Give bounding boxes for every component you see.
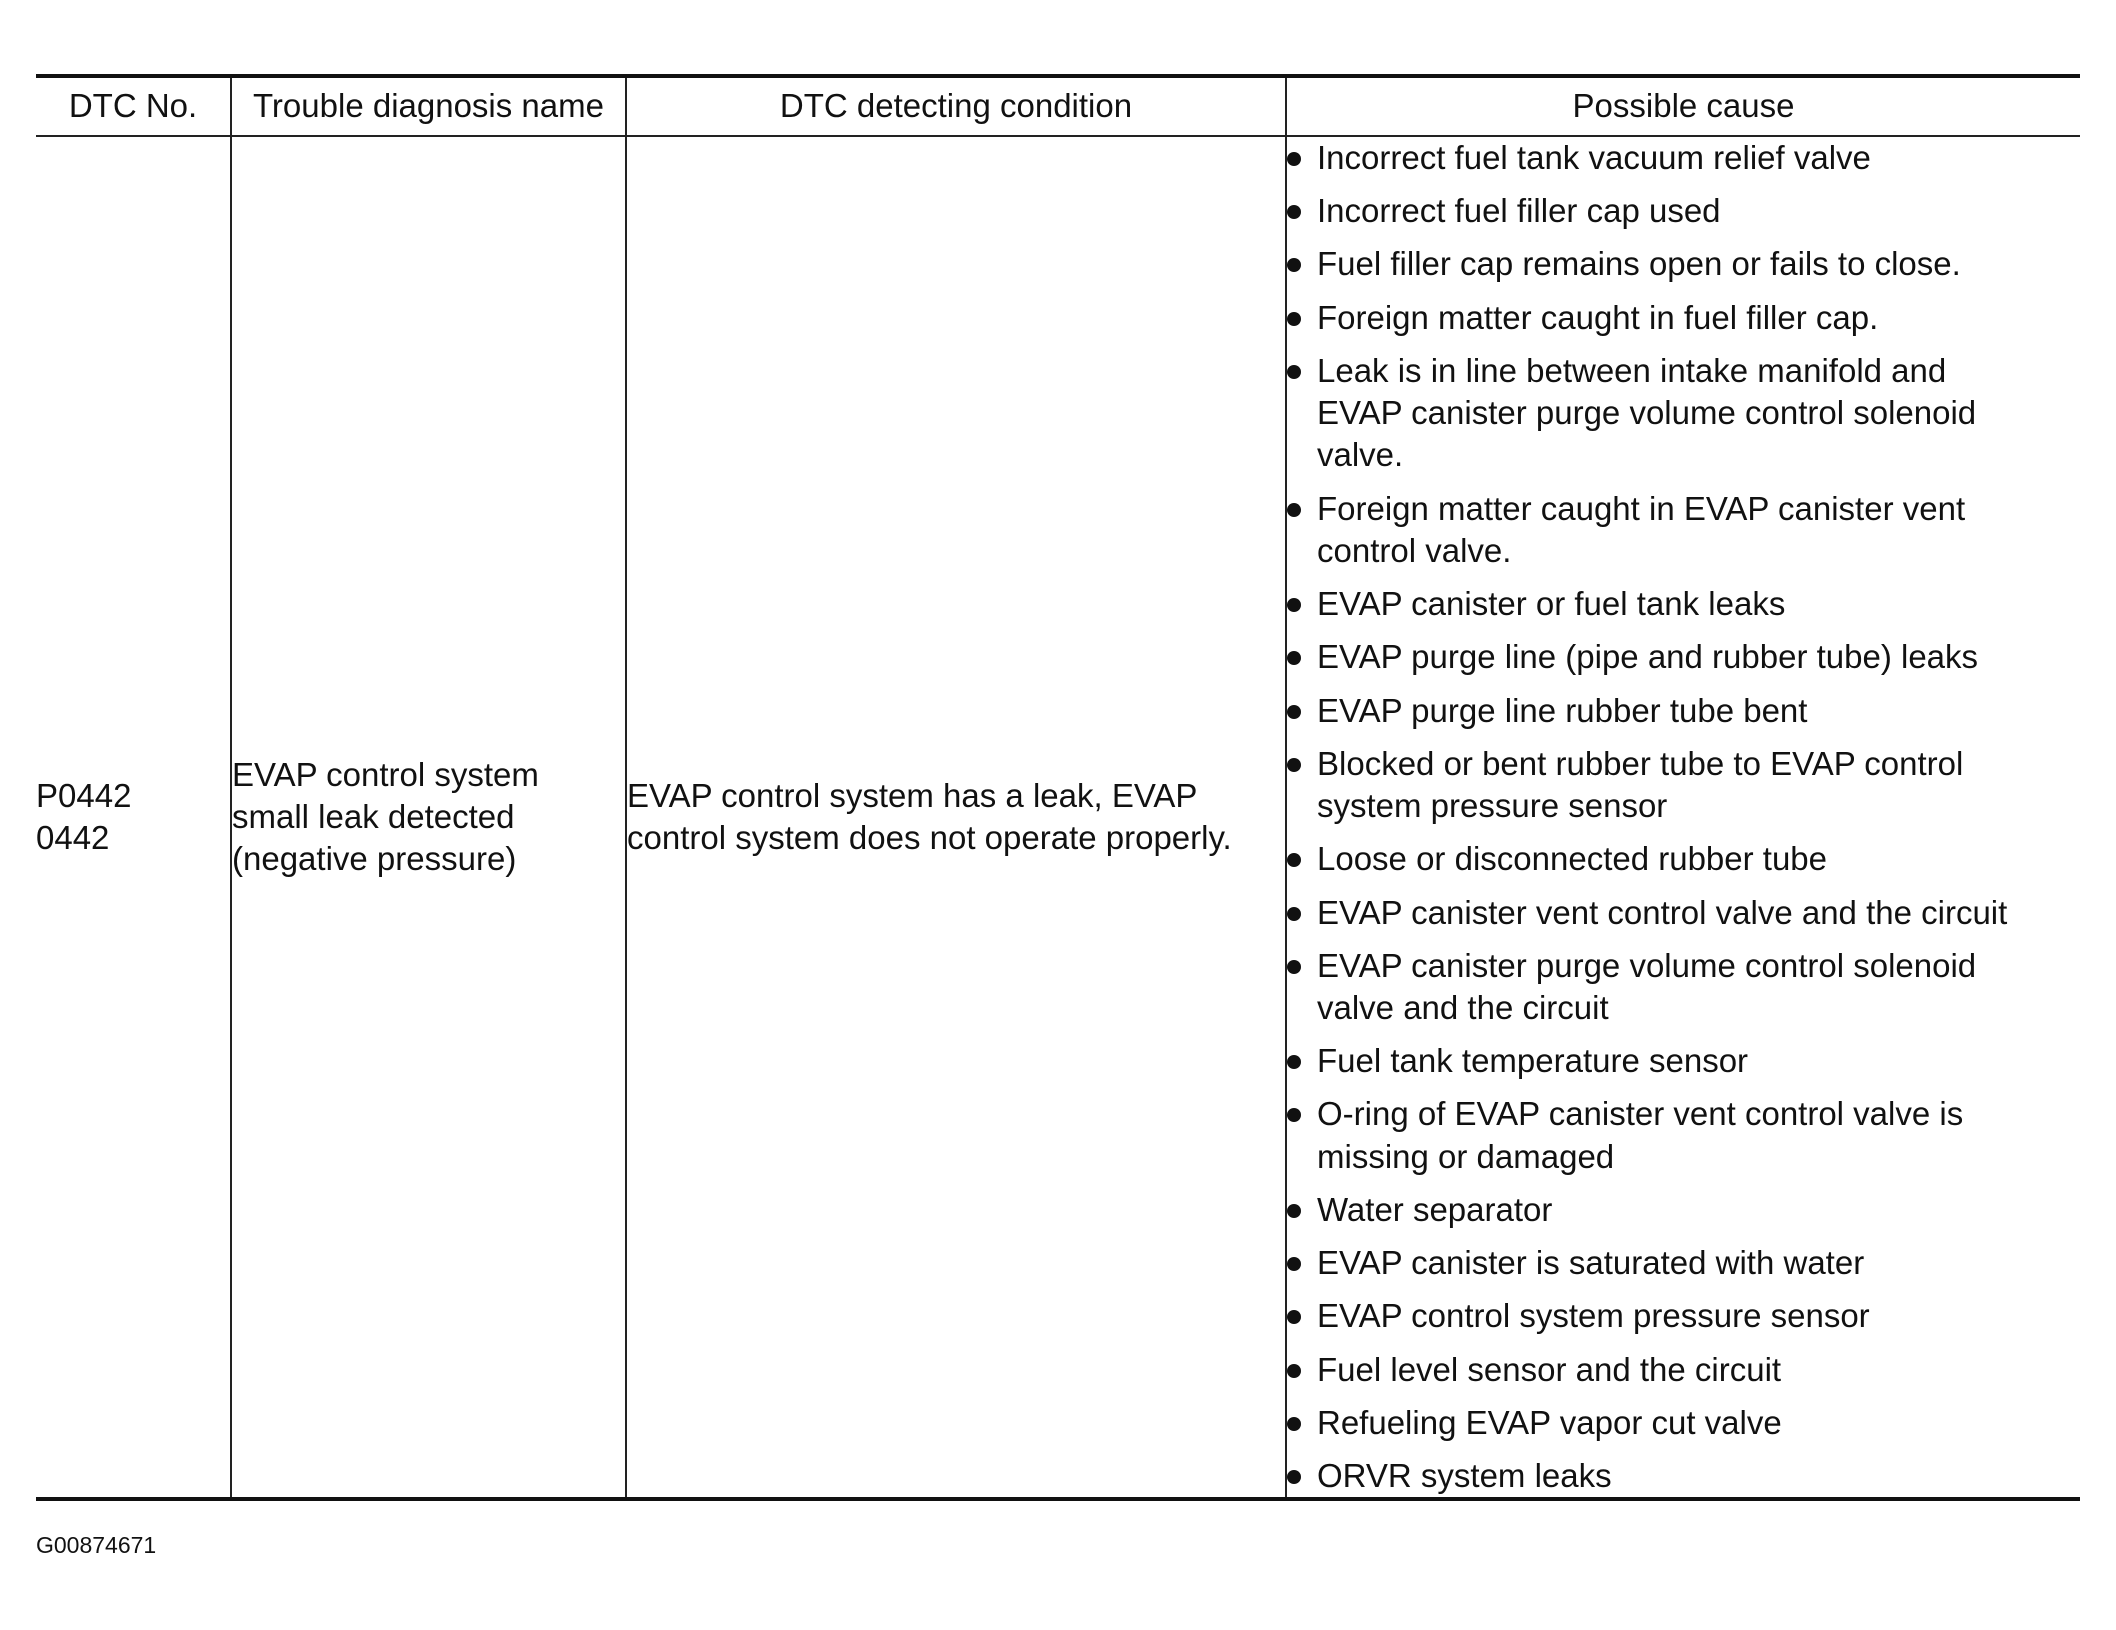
table-row (36, 136, 2080, 1499)
bullet-icon (1287, 365, 1301, 379)
bullet-icon (1287, 598, 1301, 612)
dtc-document (36, 74, 2080, 1501)
cause-line: Foreign matter caught in EVAP canister vent (1317, 489, 1966, 527)
bullet-icon (1287, 705, 1301, 719)
detecting-condition-line: control system does not operate properly. (627, 819, 1232, 857)
diagnosis-name-cell (231, 136, 626, 1499)
cause-line: Fuel level sensor and the circuit (1317, 1350, 1782, 1388)
bullet-icon (1287, 907, 1301, 921)
cause-line: Refueling EVAP vapor cut valve (1317, 1403, 1782, 1441)
list-item (1287, 1189, 2080, 1231)
list-item (1287, 350, 2080, 477)
cause-line: Fuel tank temperature sensor (1317, 1042, 1749, 1080)
cause-text (1317, 1295, 2080, 1337)
cause-text (1317, 945, 2080, 1029)
cause-line: system pressure sensor (1317, 787, 1668, 825)
possible-cause-cell (1286, 136, 2080, 1499)
cause-line: valve. (1317, 436, 1404, 474)
diagnosis-name-line: (negative pressure) (232, 840, 517, 878)
list-item (1287, 838, 2080, 880)
bullet-icon (1287, 503, 1301, 517)
dtc-table (36, 74, 2080, 1501)
bullet-icon (1287, 651, 1301, 665)
cause-text (1317, 350, 2080, 477)
bullet-icon (1287, 152, 1301, 166)
bullet-icon (1287, 1364, 1301, 1378)
list-item (1287, 1093, 2080, 1177)
possible-cause-list (1287, 137, 2080, 1497)
bullet-icon (1287, 1204, 1301, 1218)
cause-line: EVAP canister or fuel tank leaks (1317, 585, 1786, 623)
bullet-icon (1287, 960, 1301, 974)
bullet-icon (1287, 1310, 1301, 1324)
cause-line: Incorrect fuel tank vacuum relief valve (1317, 139, 1871, 176)
bullet-icon (1287, 205, 1301, 219)
cause-line: control valve. (1317, 531, 1512, 569)
bullet-icon (1287, 258, 1301, 272)
cause-line: EVAP canister vent control valve and the circuit (1317, 893, 2008, 931)
cause-text (1317, 1242, 2080, 1284)
cause-line: O-ring of EVAP canister vent control valve is (1317, 1095, 1964, 1133)
list-item (1287, 137, 2080, 179)
cause-line: EVAP canister purge volume control solenoid (1317, 394, 1977, 432)
cause-line: ORVR system leaks (1317, 1457, 1612, 1495)
list-item (1287, 636, 2080, 678)
cause-text (1317, 743, 2080, 827)
cause-text (1317, 892, 2080, 934)
cause-text (1317, 243, 2080, 285)
figure-id: G00874671 (36, 1532, 157, 1558)
dtc-code-short: 0442 (36, 819, 110, 857)
cause-text (1317, 1189, 2080, 1231)
header-dtc-no: DTC No. (36, 76, 231, 136)
bullet-icon (1287, 853, 1301, 867)
cause-line: missing or damaged (1317, 1137, 1615, 1175)
bullet-icon (1287, 1055, 1301, 1069)
list-item (1287, 1402, 2080, 1444)
cause-text (1317, 137, 2080, 179)
list-item (1287, 1349, 2080, 1391)
list-item (1287, 1295, 2080, 1337)
list-item (1287, 1040, 2080, 1082)
list-item (1287, 488, 2080, 572)
cause-line: Fuel filler cap remains open or fails to close. (1317, 245, 1961, 283)
list-item (1287, 1242, 2080, 1284)
cause-text (1317, 1093, 2080, 1177)
list-item (1287, 1455, 2080, 1497)
bullet-icon (1287, 1470, 1301, 1484)
cause-text (1317, 1040, 2080, 1082)
cause-text (1317, 488, 2080, 572)
cause-line: Foreign matter caught in fuel filler cap. (1317, 298, 1879, 336)
cause-line: valve and the circuit (1317, 988, 1609, 1026)
diagnosis-name-line: EVAP control system (232, 755, 539, 793)
header-possible-cause: Possible cause (1286, 76, 2080, 136)
cause-text (1317, 190, 2080, 232)
detecting-condition-line: EVAP control system has a leak, EVAP (627, 776, 1198, 814)
cause-line: Loose or disconnected rubber tube (1317, 840, 1828, 878)
header-dtc-detecting-condition: DTC detecting condition (626, 76, 1286, 136)
cause-text (1317, 583, 2080, 625)
bullet-icon (1287, 312, 1301, 326)
list-item (1287, 297, 2080, 339)
header-trouble-diagnosis-name: Trouble diagnosis name (231, 76, 626, 136)
list-item (1287, 743, 2080, 827)
list-item (1287, 945, 2080, 1029)
list-item (1287, 892, 2080, 934)
list-item (1287, 583, 2080, 625)
bullet-icon (1287, 1417, 1301, 1431)
cause-line: Incorrect fuel filler cap used (1317, 192, 1721, 230)
cause-line: Water separator (1317, 1190, 1553, 1228)
dtc-no-cell (36, 136, 231, 1499)
bullet-icon (1287, 1108, 1301, 1122)
dtc-code: P0442 (36, 776, 132, 814)
cause-line: Leak is in line between intake manifold and (1317, 351, 1947, 389)
cause-line: EVAP purge line (pipe and rubber tube) leaks (1317, 638, 1979, 676)
list-item (1287, 190, 2080, 232)
cause-text (1317, 1402, 2080, 1444)
cause-line: EVAP canister purge volume control solenoid (1317, 946, 1977, 984)
cause-text (1317, 690, 2080, 732)
cause-text (1317, 838, 2080, 880)
diagnosis-name-line: small leak detected (232, 798, 515, 836)
list-item (1287, 243, 2080, 285)
list-item (1287, 690, 2080, 732)
bullet-icon (1287, 758, 1301, 772)
cause-line: EVAP canister is saturated with water (1317, 1244, 1865, 1282)
detecting-condition-cell (626, 136, 1286, 1499)
cause-text (1317, 297, 2080, 339)
bullet-icon (1287, 1257, 1301, 1271)
cause-text (1317, 636, 2080, 678)
header-row (36, 76, 2080, 136)
cause-text (1317, 1349, 2080, 1391)
cause-line: Blocked or bent rubber tube to EVAP control (1317, 744, 1964, 782)
cause-line: EVAP control system pressure sensor (1317, 1297, 1870, 1335)
cause-text (1317, 1455, 2080, 1497)
cause-line: EVAP purge line rubber tube bent (1317, 691, 1808, 729)
